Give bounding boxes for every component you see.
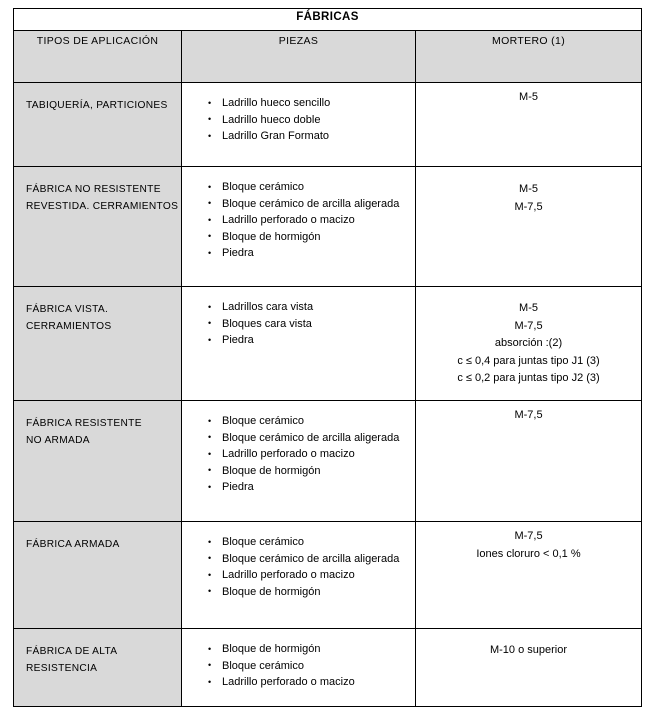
table-row	[14, 167, 642, 287]
application-type-cell	[14, 629, 182, 707]
list-item: • Piedra	[208, 479, 409, 496]
list-item: • Bloque de hormigón	[208, 641, 409, 658]
table-header-row	[14, 31, 642, 83]
list-item: • Ladrillo perforado o macizo	[208, 567, 409, 584]
mortero-line: absorción :(2)	[494, 337, 563, 349]
table-title-row	[14, 9, 642, 31]
piezas-cell	[182, 522, 416, 629]
list-item: • Ladrillo Gran Formato	[208, 128, 409, 145]
piezas-list	[190, 95, 409, 145]
table-row	[14, 522, 642, 629]
column-header-tipos-de-aplicacion: TIPOS DE APLICACIÓN	[14, 31, 182, 83]
list-item: • Bloques cara vista	[208, 316, 409, 333]
mortero-cell	[416, 401, 642, 522]
mortero-line: M-7,5	[514, 319, 543, 332]
mortero-line: M-7,5	[514, 200, 543, 213]
table-row	[14, 401, 642, 522]
piezas-cell	[182, 401, 416, 522]
column-header-piezas: PIEZAS	[182, 31, 416, 83]
list-item: • Bloque cerámico	[208, 534, 409, 551]
application-type-line: NO ARMADA	[26, 435, 90, 446]
mortero-cell	[416, 287, 642, 401]
application-type-line: FÁBRICA NO RESISTENTE	[26, 184, 161, 195]
piezas-cell	[182, 167, 416, 287]
application-type-line: FÁBRICA ARMADA	[26, 539, 120, 550]
application-type-line: REVESTIDA. CERRAMIENTOS	[26, 201, 179, 212]
list-item: • Piedra	[208, 332, 409, 349]
list-item: • Bloque cerámico de arcilla aligerada	[208, 551, 409, 568]
table-body	[14, 9, 642, 707]
mortero-line: Iones cloruro < 0,1 %	[476, 547, 581, 560]
application-type-line: TABIQUERÍA, PARTICIONES	[26, 100, 168, 111]
application-type-line: FÁBRICA DE ALTA	[26, 646, 118, 657]
list-item: • Ladrillo hueco sencillo	[208, 95, 409, 112]
list-item: • Bloque cerámico	[208, 658, 409, 675]
list-item: • Ladrillo hueco doble	[208, 112, 409, 129]
mortero-line: M-5	[519, 302, 538, 314]
mortero-cell	[416, 522, 642, 629]
table-row	[14, 287, 642, 401]
list-item: • Bloque cerámico	[208, 179, 409, 196]
table-row	[14, 83, 642, 167]
list-item: • Bloque cerámico	[208, 413, 409, 430]
application-type-cell	[14, 83, 182, 167]
application-type-cell	[14, 522, 182, 629]
application-type-line: FÁBRICA VISTA.	[26, 304, 109, 315]
piezas-cell	[182, 629, 416, 707]
mortero-line: c ≤ 0,4 para juntas tipo J1 (3)	[457, 354, 600, 367]
application-type-cell	[14, 401, 182, 522]
list-item: • Bloque de hormigón	[208, 463, 409, 480]
piezas-list	[190, 299, 409, 349]
list-item: • Bloque de hormigón	[208, 229, 409, 246]
list-item: • Bloque cerámico de arcilla aligerada	[208, 196, 409, 213]
mortero-line: M-5	[519, 91, 538, 103]
list-item: • Ladrillo perforado o macizo	[208, 212, 409, 229]
list-item: • Bloque de hormigón	[208, 584, 409, 601]
piezas-list	[190, 534, 409, 600]
mortero-cell	[416, 629, 642, 707]
piezas-cell	[182, 83, 416, 167]
application-type-line: FÁBRICA RESISTENTE	[26, 418, 142, 429]
mortero-line: M-7,5	[514, 409, 543, 421]
application-type-line: CERRAMIENTOS	[26, 321, 112, 332]
mortero-cell	[416, 83, 642, 167]
mortero-line: M-5	[519, 183, 538, 195]
piezas-list	[190, 179, 409, 262]
list-item: • Piedra	[208, 245, 409, 262]
mortero-cell	[416, 167, 642, 287]
piezas-list	[190, 413, 409, 496]
fabricas-table	[13, 8, 642, 707]
mortero-line: M-10 o superior	[489, 644, 568, 656]
list-item: • Ladrillo perforado o macizo	[208, 446, 409, 463]
list-item: • Bloque cerámico de arcilla aligerada	[208, 430, 409, 447]
application-type-line: RESISTENCIA	[26, 663, 98, 674]
table-title: FÁBRICAS	[14, 9, 642, 31]
mortero-line: c ≤ 0,2 para juntas tipo J2 (3)	[457, 372, 600, 384]
table-row	[14, 629, 642, 707]
column-header-mortero: MORTERO (1)	[416, 31, 642, 83]
piezas-list	[190, 641, 409, 691]
piezas-cell	[182, 287, 416, 401]
list-item: • Ladrillo perforado o macizo	[208, 674, 409, 691]
mortero-line: M-7,5	[514, 530, 543, 542]
list-item: • Ladrillos cara vista	[208, 299, 409, 316]
application-type-cell	[14, 167, 182, 287]
application-type-cell	[14, 287, 182, 401]
